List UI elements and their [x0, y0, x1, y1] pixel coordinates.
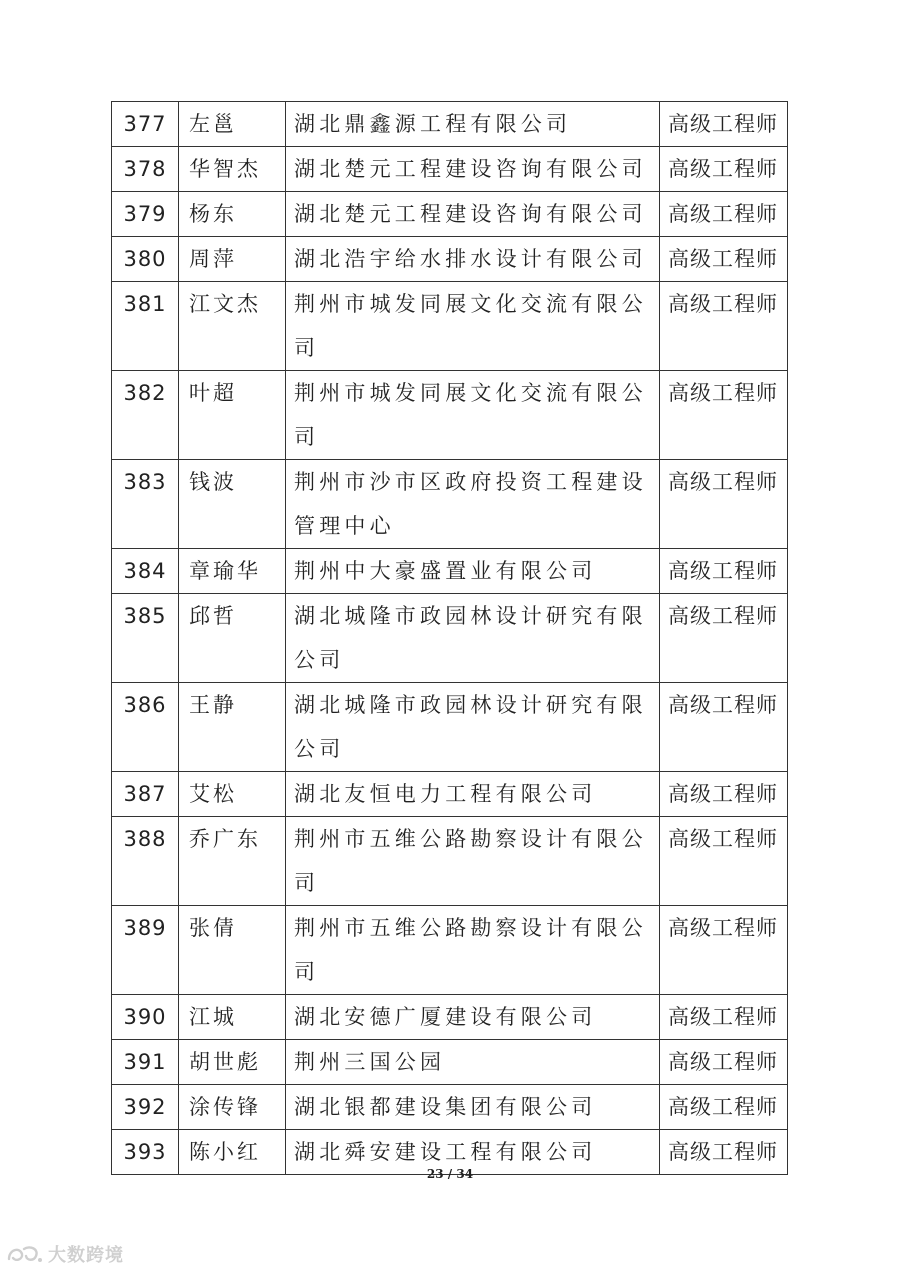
- page-number: 23 / 34: [426, 1167, 474, 1181]
- name-cell: 陈小红: [179, 1130, 286, 1175]
- name-cell: 叶超: [179, 371, 286, 460]
- title-cell: 高级工程师: [660, 1130, 788, 1175]
- title-cell: 高级工程师: [660, 772, 788, 817]
- table-row: [112, 683, 788, 772]
- organization-cell: 荆州中大豪盛置业有限公司: [286, 549, 660, 594]
- organization-cell: 湖北城隆市政园林设计研究有限公司: [286, 683, 660, 772]
- title-cell: 高级工程师: [660, 1085, 788, 1130]
- title-cell: 高级工程师: [660, 549, 788, 594]
- table-row: [112, 282, 788, 371]
- serial-number-cell: 385: [112, 594, 179, 683]
- name-cell: 章瑜华: [179, 549, 286, 594]
- title-cell: 高级工程师: [660, 371, 788, 460]
- name-cell: 艾松: [179, 772, 286, 817]
- title-cell: 高级工程师: [660, 683, 788, 772]
- name-cell: 涂传锋: [179, 1085, 286, 1130]
- name-cell: 周萍: [179, 237, 286, 282]
- table-row: [112, 594, 788, 683]
- title-cell: 高级工程师: [660, 817, 788, 906]
- name-cell: 王静: [179, 683, 286, 772]
- title-cell: 高级工程师: [660, 237, 788, 282]
- watermark-logo-icon: [6, 1243, 44, 1265]
- organization-cell: 荆州市城发同展文化交流有限公司: [286, 282, 660, 371]
- table-row: [112, 995, 788, 1040]
- organization-cell: 湖北城隆市政园林设计研究有限公司: [286, 594, 660, 683]
- organization-cell: 荆州三国公园: [286, 1040, 660, 1085]
- serial-number-cell: 388: [112, 817, 179, 906]
- serial-number-cell: 384: [112, 549, 179, 594]
- organization-cell: 湖北舜安建设工程有限公司: [286, 1130, 660, 1175]
- serial-number-cell: 377: [112, 102, 179, 147]
- name-cell: 乔广东: [179, 817, 286, 906]
- name-cell: 胡世彪: [179, 1040, 286, 1085]
- serial-number-cell: 378: [112, 147, 179, 192]
- serial-number-cell: 379: [112, 192, 179, 237]
- serial-number-cell: 381: [112, 282, 179, 371]
- table-row: [112, 1085, 788, 1130]
- title-cell: 高级工程师: [660, 906, 788, 995]
- name-cell: 华智杰: [179, 147, 286, 192]
- name-cell: 张倩: [179, 906, 286, 995]
- serial-number-cell: 383: [112, 460, 179, 549]
- table-row: [112, 817, 788, 906]
- organization-cell: 湖北楚元工程建设咨询有限公司: [286, 192, 660, 237]
- title-cell: 高级工程师: [660, 102, 788, 147]
- organization-cell: 荆州市五维公路勘察设计有限公司: [286, 817, 660, 906]
- serial-number-cell: 392: [112, 1085, 179, 1130]
- table-row: [112, 102, 788, 147]
- name-cell: 左邕: [179, 102, 286, 147]
- table-row: [112, 906, 788, 995]
- serial-number-cell: 386: [112, 683, 179, 772]
- title-cell: 高级工程师: [660, 460, 788, 549]
- title-cell: 高级工程师: [660, 594, 788, 683]
- table-row: [112, 192, 788, 237]
- serial-number-cell: 380: [112, 237, 179, 282]
- serial-number-cell: 391: [112, 1040, 179, 1085]
- title-cell: 高级工程师: [660, 147, 788, 192]
- serial-number-cell: 382: [112, 371, 179, 460]
- organization-cell: 湖北楚元工程建设咨询有限公司: [286, 147, 660, 192]
- table-row: [112, 549, 788, 594]
- title-cell: 高级工程师: [660, 282, 788, 371]
- table-row: [112, 237, 788, 282]
- name-cell: 钱波: [179, 460, 286, 549]
- serial-number-cell: 389: [112, 906, 179, 995]
- watermark-text: 大数跨境: [48, 1245, 124, 1266]
- table-row: [112, 147, 788, 192]
- table-row: [112, 772, 788, 817]
- table-row: [112, 371, 788, 460]
- serial-number-cell: 393: [112, 1130, 179, 1175]
- title-cell: 高级工程师: [660, 192, 788, 237]
- organization-cell: 湖北鼎鑫源工程有限公司: [286, 102, 660, 147]
- organization-cell: 湖北浩宇给水排水设计有限公司: [286, 237, 660, 282]
- name-cell: 杨东: [179, 192, 286, 237]
- organization-cell: 荆州市沙市区政府投资工程建设管理中心: [286, 460, 660, 549]
- roster-table: [111, 101, 788, 1175]
- organization-cell: 湖北安德广厦建设有限公司: [286, 995, 660, 1040]
- watermark: [6, 1241, 124, 1267]
- roster-body: [112, 102, 788, 1175]
- organization-cell: 湖北友恒电力工程有限公司: [286, 772, 660, 817]
- name-cell: 江城: [179, 995, 286, 1040]
- name-cell: 江文杰: [179, 282, 286, 371]
- name-cell: 邱哲: [179, 594, 286, 683]
- serial-number-cell: 390: [112, 995, 179, 1040]
- serial-number-cell: 387: [112, 772, 179, 817]
- organization-cell: 湖北银都建设集团有限公司: [286, 1085, 660, 1130]
- table-row: [112, 1040, 788, 1085]
- organization-cell: 荆州市五维公路勘察设计有限公司: [286, 906, 660, 995]
- organization-cell: 荆州市城发同展文化交流有限公司: [286, 371, 660, 460]
- table-row: [112, 460, 788, 549]
- title-cell: 高级工程师: [660, 1040, 788, 1085]
- title-cell: 高级工程师: [660, 995, 788, 1040]
